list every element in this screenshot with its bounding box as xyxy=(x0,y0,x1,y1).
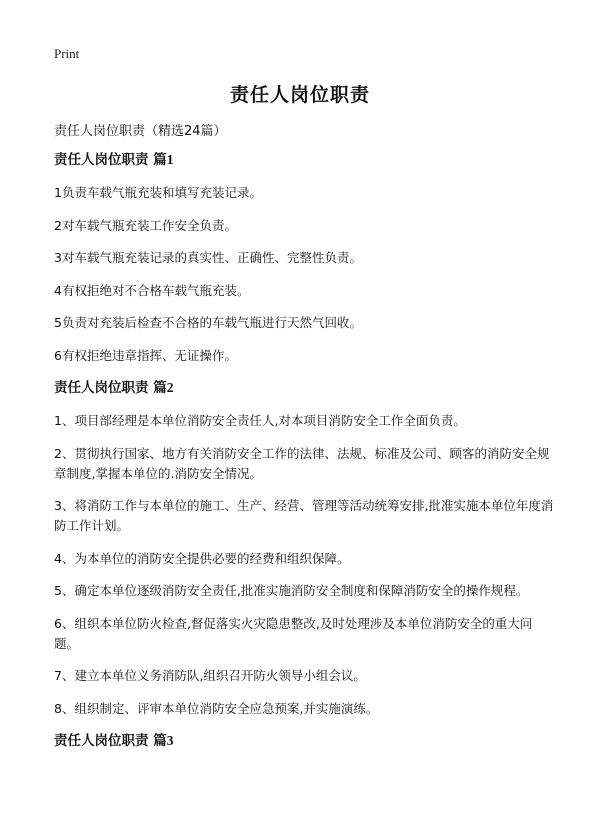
list-item: 6、组织本单位防火检查,督促落实火灾隐患整改,及时处理涉及本单位消防安全的重大问题。 xyxy=(54,615,533,651)
section-1-list xyxy=(54,183,554,366)
section-heading-text: 责任人岗位职责 篇 xyxy=(54,380,167,396)
document-content xyxy=(54,150,554,764)
list-item: 3、将消防工作与本单位的施工、生产、经营、管理等活动统筹安排,批准实施本单位年度消防工作计划。 xyxy=(54,498,554,533)
section-heading-text: 责任人岗位职责 篇 xyxy=(54,152,167,168)
list-item: 7、建立本单位义务消防队,组织召开防火领导小组会议。 xyxy=(54,668,366,683)
list-item: 4有权拒绝对不合格车载气瓶充装。 xyxy=(54,282,250,298)
list-item: 5负责对充装后检查不合格的车载气瓶进行天然气回收。 xyxy=(54,315,362,330)
section-2-list xyxy=(54,411,554,719)
list-item: 4、为本单位的消防安全提供必要的经费和组织保障。 xyxy=(54,550,350,566)
list-item: 2、贯彻执行国家、地方有关消防安全工作的法律、法规、标准及公司、顾客的消防安全规章制度,掌握本单位的.消防安全情况。 xyxy=(54,445,550,481)
list-item: 5、确定本单位逐级消防安全责任,批准实施消防安全制度和保障消防安全的操作规程。 xyxy=(54,583,529,598)
list-item: 3对车载气瓶充装记录的真实性、正确性、完整性负责。 xyxy=(54,250,362,265)
section-heading-3 xyxy=(54,731,554,751)
section-heading-1 xyxy=(54,150,554,170)
page-title: 责任人岗位职责 xyxy=(229,84,370,106)
list-item: 2对车载气瓶充装工作安全负责。 xyxy=(54,217,237,233)
section-heading-text: 责任人岗位职责 篇 xyxy=(54,733,167,749)
section-heading-number: 1 xyxy=(166,152,174,167)
document-subtitle: 责任人岗位职责（精选24篇） xyxy=(54,124,227,139)
list-item: 6有权拒绝违章指挥、无证操作。 xyxy=(54,347,237,363)
print-label: Print xyxy=(54,46,80,61)
section-heading-number: 3 xyxy=(166,733,174,748)
list-item: 8、组织制定、评审本单位消防安全应急预案,并实施演练。 xyxy=(54,700,379,716)
section-heading-2 xyxy=(54,378,554,398)
section-heading-number: 2 xyxy=(166,380,174,395)
list-item: 1、项目部经理是本单位消防安全责任人,对本项目消防安全工作全面负责。 xyxy=(54,413,466,428)
list-item: 1负责车载气瓶充装和填写充装记录。 xyxy=(54,185,262,200)
